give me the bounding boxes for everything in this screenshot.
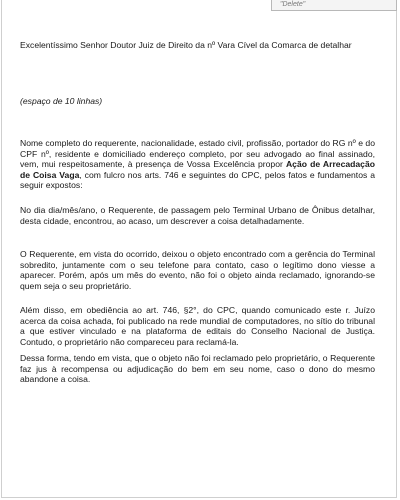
- spacing-note: (espaço de 10 linhas): [20, 96, 103, 106]
- paragraph-publication: Além disso, em obediência ao art. 746, §2°, do CPC, quando comunicado este r. Juízo acerca da coisa achada, foi publicado na rede mundial de computadores, no sítio do tribunal a que estiver vinculado e na plataforma de editais do Conselho Nacional de Justiça. Contudo, o proprietário não compareceu para reclamá-la.: [20, 305, 375, 347]
- paragraph-conclusion: Dessa forma, tendo em vista, que o objeto não foi reclamado pelo proprietário, o Requerente faz jus à recompensa ou adjudicação do bem em seu nome, caso o dono do mesmo abandone a coisa.: [20, 353, 375, 385]
- delete-button[interactable]: "Delete": [271, 0, 397, 11]
- addressee: Excelentíssimo Senhor Doutor Juiz de Direito da nº Vara Cível da Comarca de detalhar: [20, 40, 352, 50]
- paragraph-introduction: [20, 138, 375, 191]
- paragraph-facts: No dia dia/mês/ano, o Requerente, de passagem pelo Terminal Urbano de Ônibus detalhar, desta cidade, encontrou, ao acaso, um descrever a coisa detalhadamente.: [20, 205, 375, 226]
- paragraph-terminal: O Requerente, em vista do ocorrido, deixou o objeto encontrado com a gerência do Terminal sobredito, juntamente com o seu telefone para contato, caso o legítimo dono viesse a aparecer. Porém, após um mês do evento, não foi o objeto ainda reclamado, ignorando-se quem seja o seu proprietário.: [20, 249, 375, 291]
- intro-text-start: Nome completo do requerente, nacionalidade, estado civil, profissão, portador do RG nº e do CPF nº, residente e domiciliado endereço completo, por seu advogado ao final assinado, vem, mui respeitosamente, à presença de Vossa Excelência propor: [20, 138, 375, 170]
- intro-text-end: , com fulcro nos arts. 746 e seguintes do CPC, pelos fatos e fundamentos a seguir expostos:: [20, 169, 375, 191]
- action-title: Ação de Arrecadação de Coisa Vaga: [20, 159, 375, 180]
